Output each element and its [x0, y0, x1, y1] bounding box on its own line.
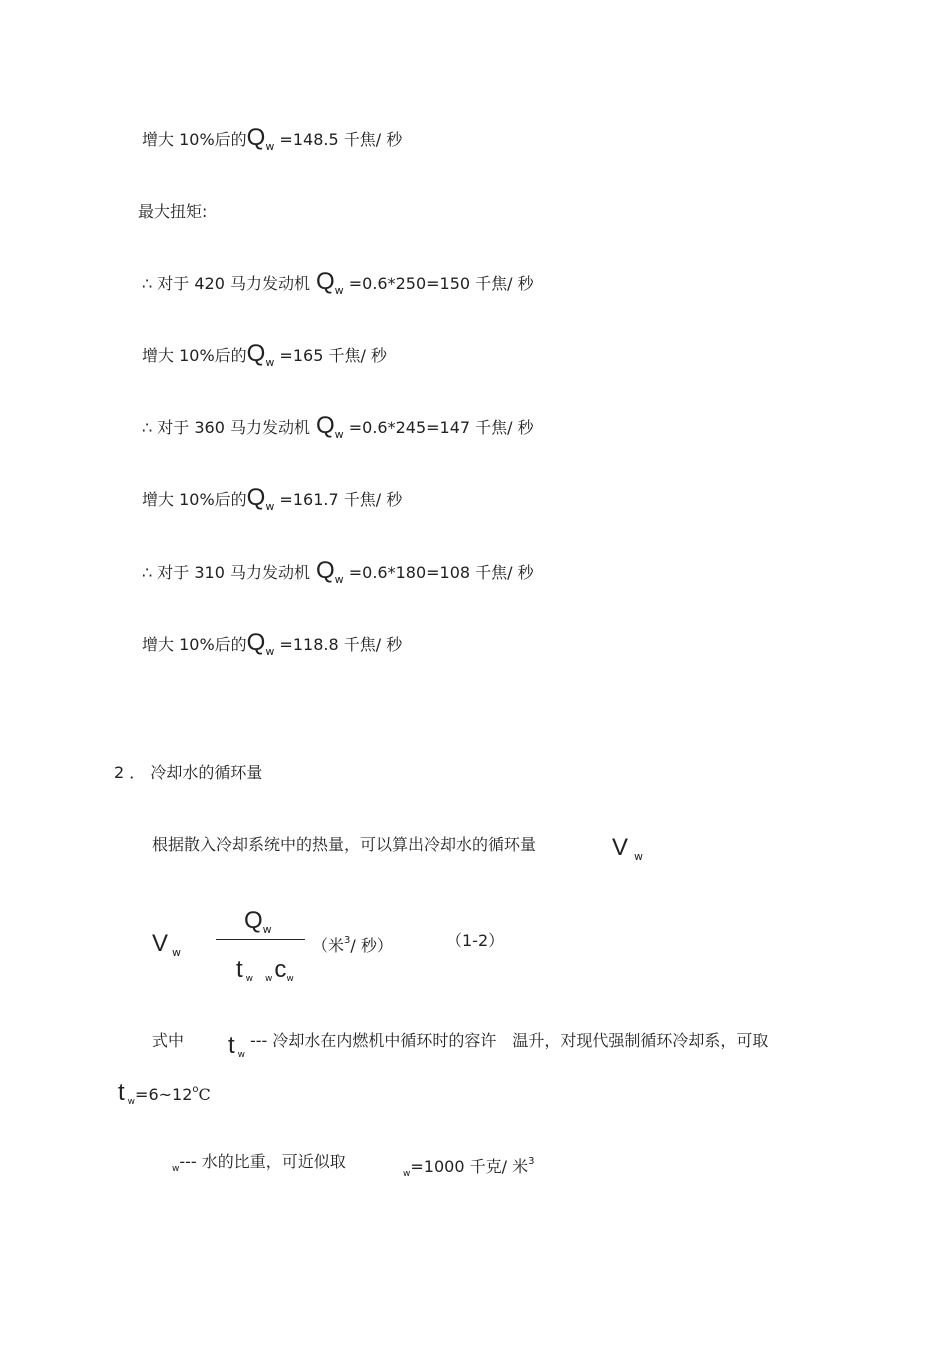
- degree-superscript: o: [192, 1084, 199, 1095]
- formula-lhs: [152, 930, 181, 959]
- qw-line-value: =118.8 千焦/ 秒: [279, 635, 403, 654]
- qw-line-5: [142, 484, 403, 517]
- formula-numerator: [244, 907, 272, 936]
- max-torque-label: 最大扭矩:: [138, 202, 208, 221]
- qw-subscript: w: [265, 500, 275, 513]
- qw-subscript: w: [265, 356, 275, 369]
- fraction-bar: [216, 939, 305, 940]
- rho-value-line: [403, 1152, 534, 1184]
- qw-line-6: [142, 557, 534, 590]
- t-symbol: t: [118, 1079, 125, 1106]
- qw-subscript: w: [265, 140, 275, 153]
- qw-line-value: =148.5 千焦/ 秒: [279, 130, 403, 149]
- qw-line-value: =165 千焦/ 秒: [279, 346, 387, 365]
- qw-line-lead: 增大 10%后的: [142, 130, 247, 149]
- qw-line-value: =0.6*245=147 千焦/ 秒: [348, 418, 534, 437]
- qw-symbol: Q: [246, 340, 266, 367]
- vw-symbol: V: [152, 930, 169, 957]
- rho-dash: ---: [179, 1152, 197, 1171]
- qw-symbol: Q: [315, 557, 335, 584]
- unit-open: （米: [312, 936, 345, 955]
- section-heading: [114, 763, 262, 783]
- qw-line-lead: 增大 10%后的: [142, 635, 247, 654]
- rho-subscript: w: [172, 1164, 180, 1174]
- qw-symbol: Q: [315, 268, 335, 295]
- section-title: 冷却水的循环量: [150, 763, 263, 782]
- qw-line-lead: ∴ 对于 360 马力发动机: [142, 418, 310, 437]
- qw-line-lead: 增大 10%后的: [142, 490, 247, 509]
- qw-line-4: [142, 412, 534, 445]
- intro-vw: [612, 834, 643, 863]
- qw-line-lead: ∴ 对于 310 马力发动机: [142, 563, 310, 582]
- t-symbol: t: [236, 956, 243, 983]
- where-tw: [228, 1032, 245, 1060]
- qw-line-value: =161.7 千焦/ 秒: [279, 490, 403, 509]
- vw-symbol: V: [612, 834, 629, 861]
- unit-close: / 秒）: [350, 936, 393, 955]
- where-lead: 式中: [152, 1031, 185, 1050]
- rho-subscript: w: [403, 1169, 411, 1179]
- qw-subscript: w: [334, 428, 344, 441]
- qw-line-7: [142, 629, 403, 662]
- qw-subscript: w: [262, 923, 272, 936]
- c-symbol: c: [274, 956, 287, 983]
- qw-subscript: w: [265, 645, 275, 658]
- qw-line-3: [142, 340, 387, 373]
- qw-symbol: Q: [246, 484, 266, 511]
- t-subscript: w: [237, 1050, 246, 1060]
- rho-line: [172, 1152, 346, 1179]
- t-subscript: w: [127, 1097, 136, 1107]
- qw-line-1: [142, 124, 403, 157]
- qw-line-lead: ∴ 对于 420 马力发动机: [142, 274, 310, 293]
- t-range-line: [118, 1079, 211, 1107]
- unit-superscript: 3: [528, 1156, 535, 1167]
- qw-line-value: =0.6*180=108 千焦/ 秒: [348, 563, 534, 582]
- equation-number: （1-2）: [446, 931, 505, 950]
- rho-text: 水的比重，可近似取: [201, 1152, 346, 1171]
- section-number: 2 ．: [114, 763, 146, 782]
- qw-line-value: =0.6*250=150 千焦/ 秒: [348, 274, 534, 293]
- intro-text: 根据散入冷却系统中的热量，可以算出冷却水的循环量: [152, 835, 537, 854]
- qw-symbol: Q: [244, 907, 263, 934]
- intro-line: [152, 835, 536, 855]
- qw-symbol: Q: [246, 124, 266, 151]
- qw-subscript: w: [334, 573, 344, 586]
- formula-unit: [312, 931, 393, 956]
- t-subscript: w: [245, 974, 254, 984]
- formula-denominator: [236, 956, 294, 984]
- vw-subscript: w: [172, 946, 182, 959]
- qw-line-lead: 增大 10%后的: [142, 346, 247, 365]
- qw-line-2: [142, 268, 534, 301]
- c-subscript: w: [286, 974, 294, 984]
- celsius-unit: C: [198, 1085, 211, 1104]
- unit-superscript: 3: [344, 935, 351, 946]
- where-text: --- 冷却水在内燃机中循环时的容许 温升，对现代强制循环冷却系，可取: [250, 1031, 769, 1050]
- qw-subscript: w: [334, 284, 344, 297]
- qw-symbol: Q: [246, 629, 266, 656]
- t-symbol: t: [228, 1032, 235, 1059]
- t-range-value: =6~12: [135, 1085, 193, 1104]
- rho-subscript: w: [265, 974, 273, 984]
- qw-symbol: Q: [315, 412, 335, 439]
- vw-subscript: w: [634, 850, 644, 863]
- rho-value: =1000 千克/ 米: [410, 1157, 529, 1176]
